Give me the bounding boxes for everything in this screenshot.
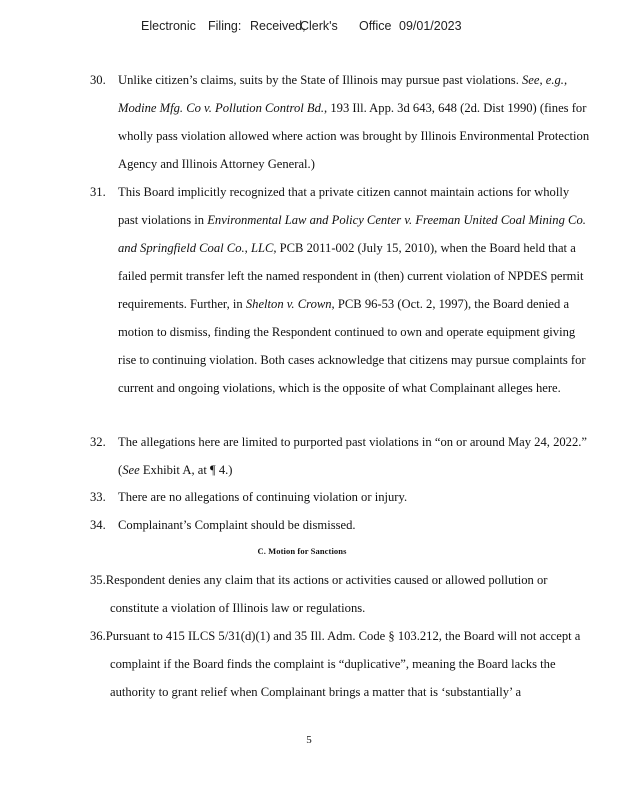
paragraph-number: 35. [90,573,106,587]
paragraph-number: 32. [90,435,106,449]
paragraph-33 [90,483,590,511]
italic-citation: See [122,463,140,477]
text-run: Complainant’s Complaint should be dismissed. [118,518,356,532]
paragraph-text [90,622,590,706]
paragraph-text [118,178,590,402]
text-run: Unlike citizen’s claims, suits by the State of Illinois may pursue past violations. [118,73,522,87]
text-run: PCB 96-53 (Oct. 2, 1997), the Board denied a motion to dismiss, finding the Respondent continued to own and operate equipment giving rise to continuing violation. Both cases acknowledge that citizens may pursue complaints for current and ongoing violations, which is the opposite of what Complainant alleges here. [118,297,586,395]
paragraph-text [118,66,590,178]
paragraph-number: 36. [90,629,106,643]
header-filing: Filing: [208,19,242,33]
paragraph-number: 33. [90,490,106,504]
text-run: PCB 2011-002 (July 15, 2010), when the Board held that a failed permit transfer left the named respondent in (then) current violation of NPDES permit requirements. Further, in [118,241,584,311]
paragraph-31 [90,178,590,402]
section-heading [0,546,618,556]
header-office: Office [359,19,392,33]
paragraph-number: 34. [90,518,106,532]
section-heading-text: C. Motion for Sanctions [257,546,347,556]
paragraph-text [90,566,590,622]
paragraph-34 [90,511,590,539]
paragraph-32 [90,428,590,484]
text-run: , 193 Ill. App. 3d 643, 648 (2d. Dist 1990) (fines for wholly pass violation allowed where action was brought by Illinois Environmental Protection Agency and Illinois Attorney General.) [118,101,590,171]
paragraph-30 [90,66,590,178]
paragraph-number: 31. [90,185,106,199]
paragraph-text [118,483,590,511]
italic-citation: Environmental Law and Policy Center v. Freeman United Coal Mining Co. and Springfield Coal Co., LLC, [118,213,586,255]
paragraph-text [118,428,590,484]
text-run: Pursuant to 415 ILCS 5/31(d)(1) and 35 Ill. Adm. Code § 103.212, the Board will not accept a complaint if the Board finds the complaint is “duplicative”, meaning the Board lacks the authority to grant relief when Complainant brings a matter that is ‘substantially’ a [105,629,581,699]
text-run: This Board implicitly recognized that a private citizen cannot maintain actions for wholly past violations in [118,185,570,227]
italic-citation: Shelton v. Crown, [245,297,335,311]
header-clerks: Clerk's [300,19,338,33]
italic-citation: See, e.g., Modine Mfg. Co v. Pollution Control Bd. [118,73,568,115]
text-run: Respondent denies any claim that its actions or activities caused or allowed pollution or constitute a violation of Illinois law or regulations. [105,573,548,615]
paragraph-36 [90,622,590,706]
paragraph-text [118,511,590,539]
paragraph-35 [90,566,590,622]
text-run: Exhibit A, at ¶ 4.) [139,463,233,477]
header-received: Received, [250,19,306,33]
header-date: 09/01/2023 [399,19,462,33]
page-number: 5 [306,734,312,746]
text-run: There are no allegations of continuing violation or injury. [118,490,408,504]
paragraph-number: 30. [90,73,106,87]
header-electronic: Electronic [141,19,196,33]
text-run: The allegations here are limited to purported past violations in “on or around May 24, 2022.” ( [118,435,587,477]
